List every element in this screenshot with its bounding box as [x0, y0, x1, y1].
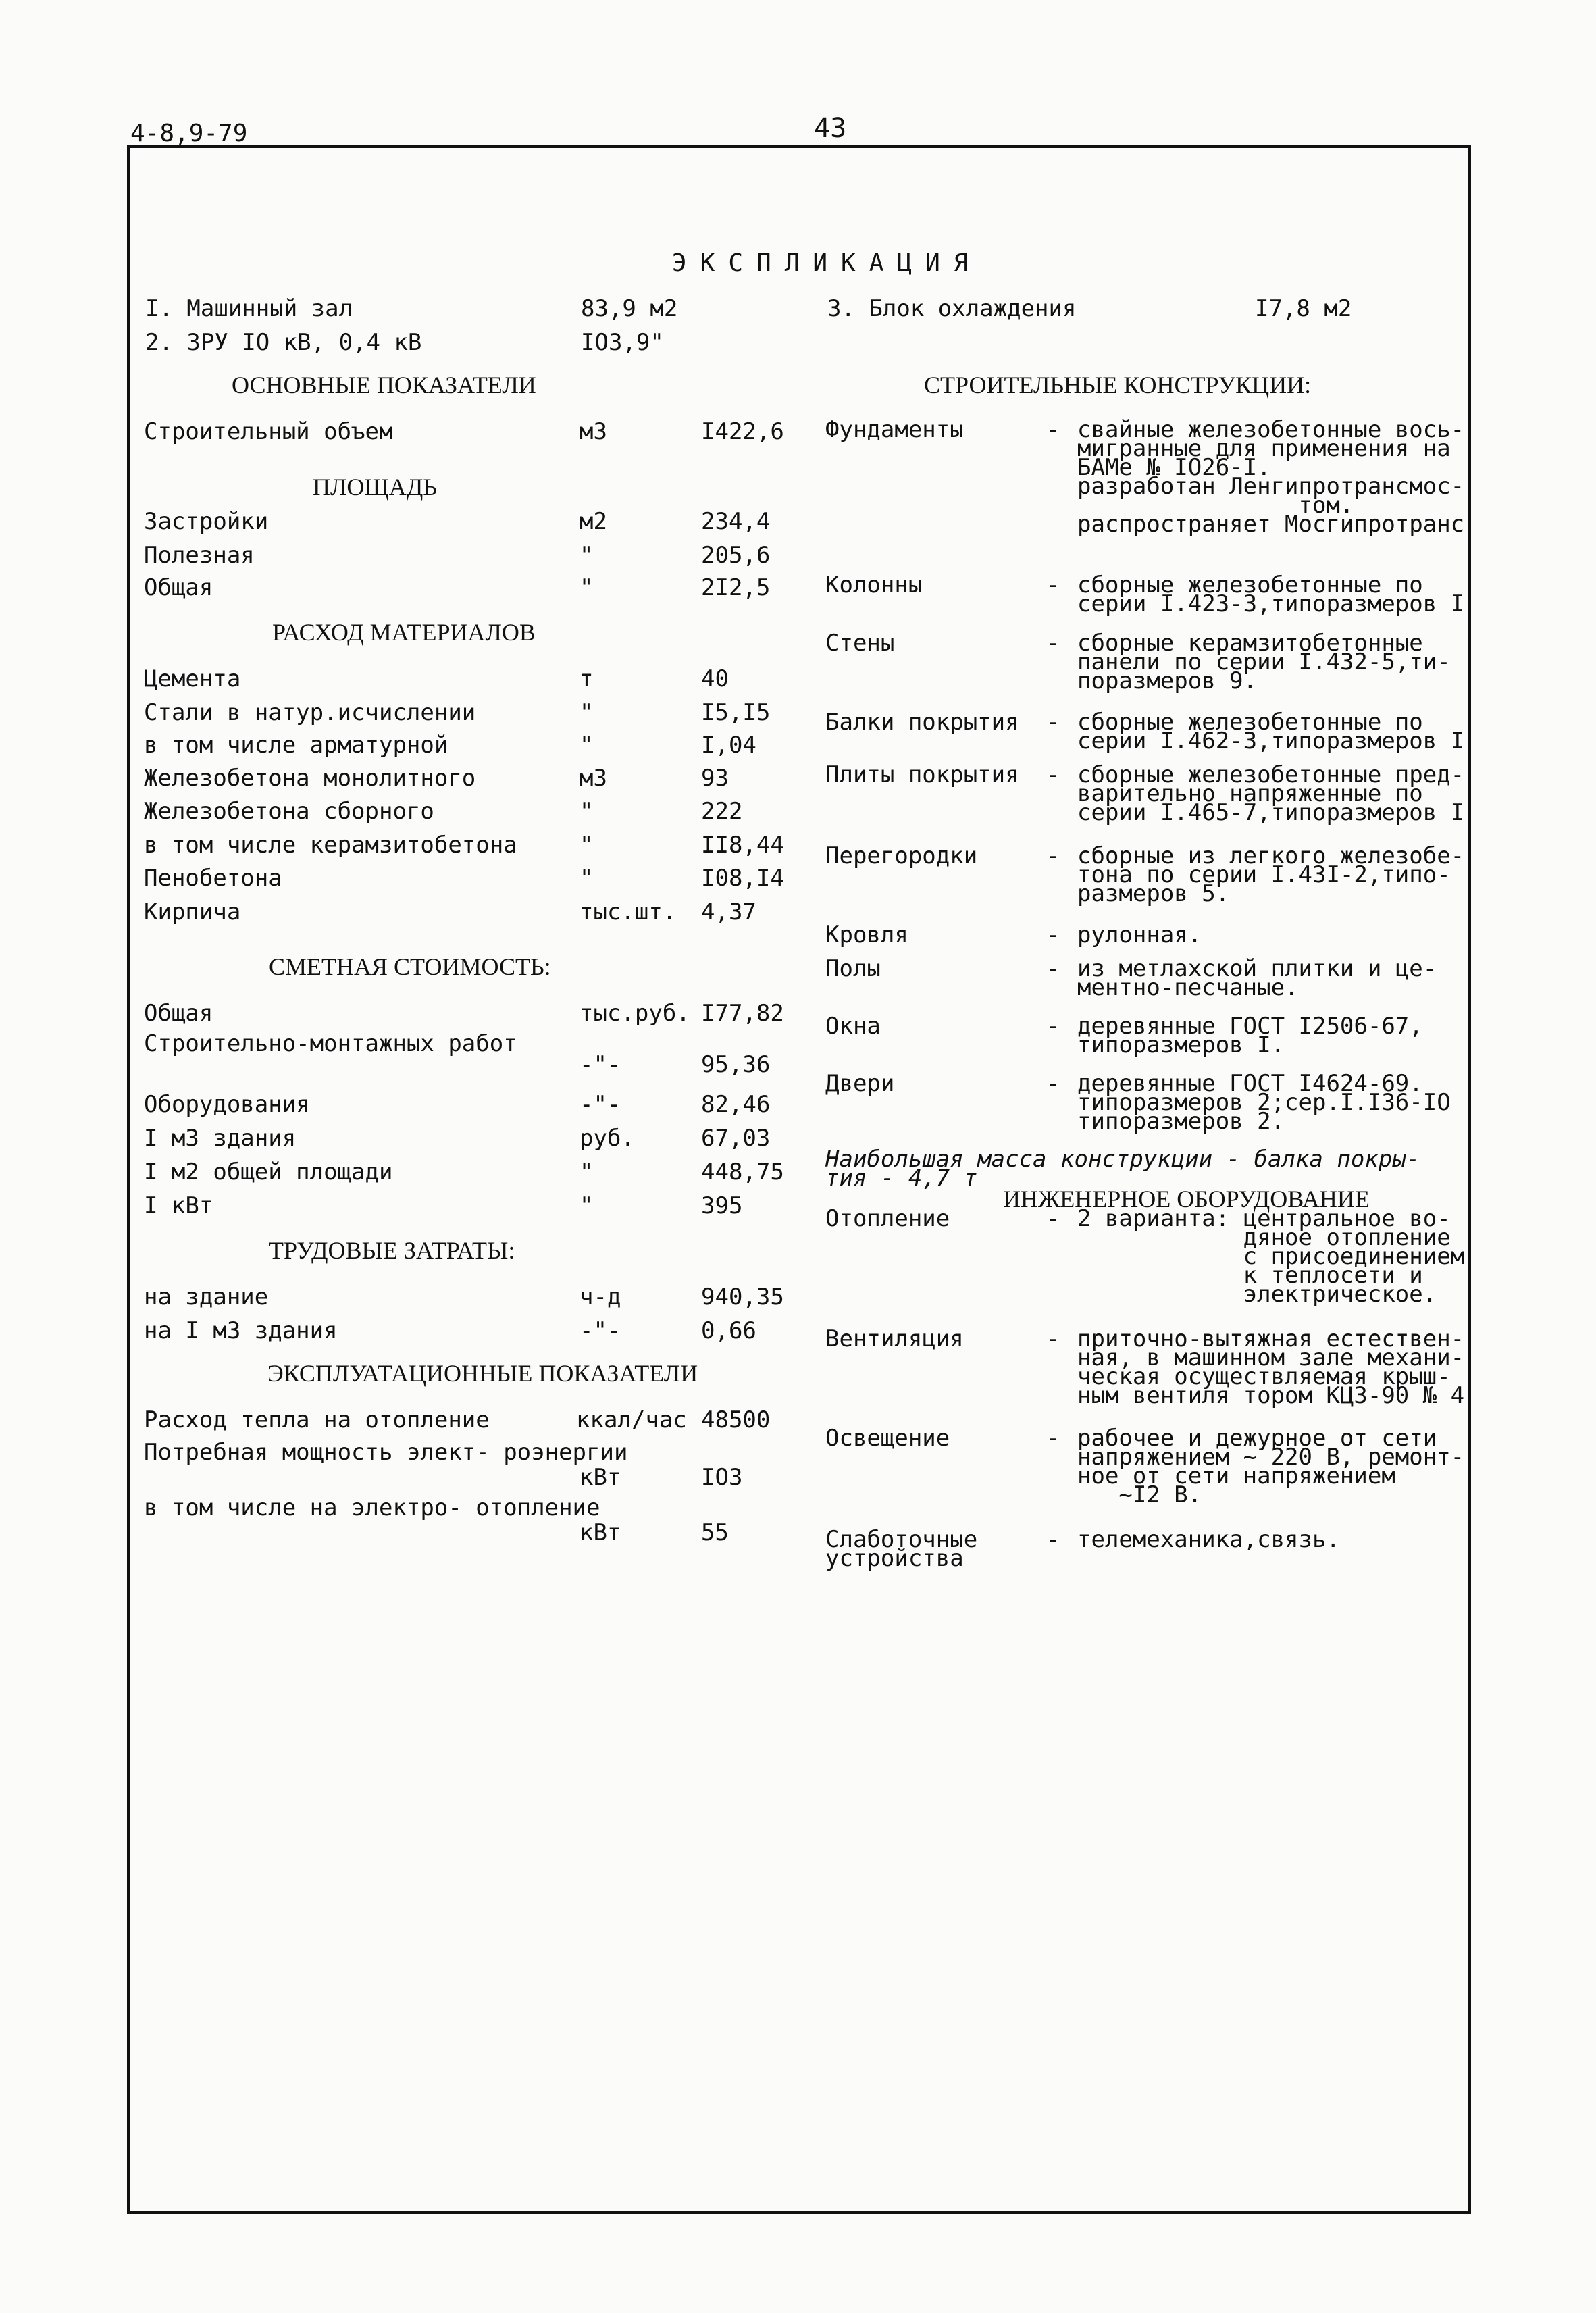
explication-item-3-label: 3. Блок охлаждения [827, 295, 1077, 322]
section-heading-ploshchad: ПЛОЩАДЬ [313, 474, 437, 501]
explication-item-2-value: IO3,9" [581, 329, 664, 356]
row-label: Цемента [144, 665, 241, 692]
max-mass-note: Наибольшая масса конструкции - балка покры- тия - 4,7 т [825, 1146, 1420, 1192]
row-unit: -"- [580, 1091, 621, 1118]
item-dash: - [1046, 1526, 1060, 1553]
row-value: 40 [701, 665, 729, 692]
row-unit: " [580, 542, 594, 569]
row-unit: т [580, 665, 594, 692]
row-unit: кВт [580, 1519, 621, 1546]
row-label: Железобетона монолитного [144, 765, 476, 792]
item-text: из метлахской плитки и це- ментно-песчаные. [1077, 955, 1437, 1001]
page-number: 43 [814, 113, 847, 144]
row-label: I м3 здания [144, 1125, 297, 1152]
row-label: на I м3 здания [144, 1317, 338, 1344]
row-label: I кВт [144, 1192, 213, 1219]
row-label: Строительно-монтажных работ [144, 1030, 517, 1057]
row-value: I,04 [701, 732, 756, 759]
row-label: в том числе арматурной [144, 732, 448, 759]
row-value: 205,6 [701, 542, 771, 569]
row-label: в том числе керамзитобетона [144, 832, 517, 859]
section-heading-osnovnye: ОСНОВНЫЕ ПОКАЗАТЕЛИ [232, 372, 536, 399]
row-label: Железобетона сборного [144, 798, 434, 825]
row-label: Общая [144, 1000, 213, 1027]
row-unit: " [580, 798, 594, 825]
item-label: Освещение [825, 1425, 950, 1452]
row-value: II8,44 [701, 832, 784, 859]
row-label: I м2 общей площади [144, 1159, 393, 1186]
item-text: сборные из легкого железобе- тона по серии I.43I-2,типо- размеров 5. [1077, 842, 1465, 907]
section-heading-cost: СМЕТНАЯ СТОИМОСТЬ: [269, 953, 551, 980]
item-label: Двери [825, 1070, 895, 1097]
row-value: I08,I4 [701, 865, 784, 892]
row-unit: " [580, 1192, 594, 1219]
item-dash: - [1046, 416, 1060, 443]
row-unit: -"- [580, 1317, 621, 1344]
row-label: Строительный объем [144, 418, 393, 445]
item-text: свайные железобетонные вось- мигранные для применения на БАМе № IO26-I. разработан Ленгипротрансмос- тoм. распространяет Мосгипротранс [1077, 416, 1465, 538]
row-label: Потребная мощность элект- роэнергии [144, 1439, 628, 1466]
row-value: 48500 [701, 1406, 771, 1433]
row-value: 395 [701, 1192, 743, 1219]
item-label: Фундаменты [825, 416, 964, 443]
item-text: рулонная. [1077, 921, 1202, 948]
row-value: 95,36 [701, 1051, 771, 1078]
item-text: деревянные ГОСТ I4624-69. типоразмеров 2;сер.I.I36-IO типоразмеров 2. [1077, 1070, 1451, 1135]
item-text: 2 варианта: центральное во- дяное отопление с присоединением к теплосети и электрическое. [1077, 1205, 1465, 1308]
row-label: Общая [144, 574, 213, 601]
item-text: рабочее и дежурное от сети напряжением ~ 220 В, ремонт- ное от сети напряжением ~I2 В. [1077, 1425, 1465, 1508]
item-label: Перегородки [825, 842, 978, 869]
row-value: 0,66 [701, 1317, 756, 1344]
item-dash: - [1046, 955, 1060, 982]
item-label: Колонны [825, 571, 923, 599]
row-value: 67,03 [701, 1125, 771, 1152]
section-heading-labor: ТРУДОВЫЕ ЗАТРАТЫ: [269, 1237, 515, 1264]
row-value: I77,82 [701, 1000, 784, 1027]
section-heading-exploitation: ЭКСПЛУАТАЦИОННЫЕ ПОКАЗАТЕЛИ [267, 1360, 698, 1387]
row-value: 93 [701, 765, 729, 792]
row-label: на здание [144, 1283, 269, 1311]
item-label: Вентиляция [825, 1325, 964, 1352]
item-dash: - [1046, 1070, 1060, 1097]
row-label: Стали в натур.исчислении [144, 699, 476, 726]
row-unit: " [580, 1159, 594, 1186]
row-label: Кирпича [144, 898, 241, 925]
row-unit: " [580, 574, 594, 601]
row-value: IO3 [701, 1464, 743, 1491]
explication-item-1-value: 83,9 м2 [581, 295, 678, 322]
item-label: Кровля [825, 921, 908, 948]
item-dash: - [1046, 1205, 1060, 1232]
row-value: 4,37 [701, 898, 756, 925]
item-dash: - [1046, 1425, 1060, 1452]
row-label: Застройки [144, 508, 269, 535]
row-value: 55 [701, 1519, 729, 1546]
row-value: I5,I5 [701, 699, 771, 726]
item-dash: - [1046, 921, 1060, 948]
item-text: сборные железобетонные по серии I.462-3,типоразмеров I [1077, 709, 1465, 755]
item-dash: - [1046, 571, 1060, 599]
row-value: 940,35 [701, 1283, 784, 1311]
row-value: 448,75 [701, 1159, 784, 1186]
item-text: сборные железобетонные пред- варительно напряженные по серии I.465-7,типоразмеров I [1077, 761, 1465, 826]
row-value: 234,4 [701, 508, 771, 535]
row-value: 2I2,5 [701, 574, 771, 601]
item-label: Окна [825, 1013, 881, 1040]
row-unit: тыс.шт. [580, 898, 677, 925]
item-label: Слаботочные устройства [825, 1526, 978, 1572]
row-value: 82,46 [701, 1091, 771, 1118]
row-unit: тыс.руб. [580, 1000, 690, 1027]
row-value: 222 [701, 798, 743, 825]
row-label: Пенобетона [144, 865, 282, 892]
item-dash: - [1046, 630, 1060, 657]
section-heading-materials: РАСХОД МАТЕРИАЛОВ [272, 619, 536, 646]
item-text: сборные керамзитобетонные панели по серии I.432-5,ти- поразмеров 9. [1077, 630, 1451, 694]
row-unit: ккал/час [576, 1406, 687, 1433]
item-dash: - [1046, 761, 1060, 788]
row-unit: м3 [580, 418, 607, 445]
item-label: Полы [825, 955, 881, 982]
row-unit: " [580, 699, 594, 726]
row-unit: " [580, 732, 594, 759]
row-label: в том числе на электро- отопление [144, 1494, 600, 1521]
item-text: сборные железобетонные по серии I.423-3,типоразмеров I [1077, 571, 1465, 617]
row-label: Полезная [144, 542, 255, 569]
item-dash: - [1046, 1325, 1060, 1352]
row-value: I422,6 [701, 418, 784, 445]
item-text: деревянные ГОСТ I2506-67, типоразмеров I. [1077, 1013, 1423, 1059]
row-unit: м3 [580, 765, 607, 792]
item-dash: - [1046, 709, 1060, 736]
section-heading-engineering: ИНЖЕНЕРНОЕ ОБОРУДОВАНИЕ [1003, 1186, 1370, 1213]
explication-item-2-label: 2. ЗРУ IO кВ, 0,4 кВ [145, 329, 422, 356]
document-code: 4-8,9-79 [130, 120, 248, 147]
item-label: Плиты покрытия [825, 761, 1019, 788]
item-label: Стены [825, 630, 895, 657]
explication-item-3-value: I7,8 м2 [1255, 295, 1352, 322]
row-unit: " [580, 865, 594, 892]
row-unit: " [580, 832, 594, 859]
item-dash: - [1046, 842, 1060, 869]
item-label: Балки покрытия [825, 709, 1019, 736]
row-label: Расход тепла на отопление [144, 1406, 490, 1433]
row-label: Оборудования [144, 1091, 310, 1118]
row-unit: руб. [580, 1125, 635, 1152]
row-unit: кВт [580, 1464, 621, 1491]
item-label: Отопление [825, 1205, 950, 1232]
explication-item-1-label: I. Машинный зал [145, 295, 353, 322]
page-title: ЭКСПЛИКАЦИЯ [672, 249, 982, 277]
row-unit: м2 [580, 508, 607, 535]
section-heading-constructions: СТРОИТЕЛЬНЫЕ КОНСТРУКЦИИ: [924, 372, 1312, 399]
row-unit: ч-д [580, 1283, 621, 1311]
item-text: приточно-вытяжная естествен- ная, в машинном зале механи- ческая осуществляемая крыш- ным вентиля тором КЦЗ-90 № 4 [1077, 1325, 1465, 1409]
item-dash: - [1046, 1013, 1060, 1040]
row-unit: -"- [580, 1051, 621, 1078]
item-text: телемеханика,связь. [1077, 1526, 1340, 1553]
